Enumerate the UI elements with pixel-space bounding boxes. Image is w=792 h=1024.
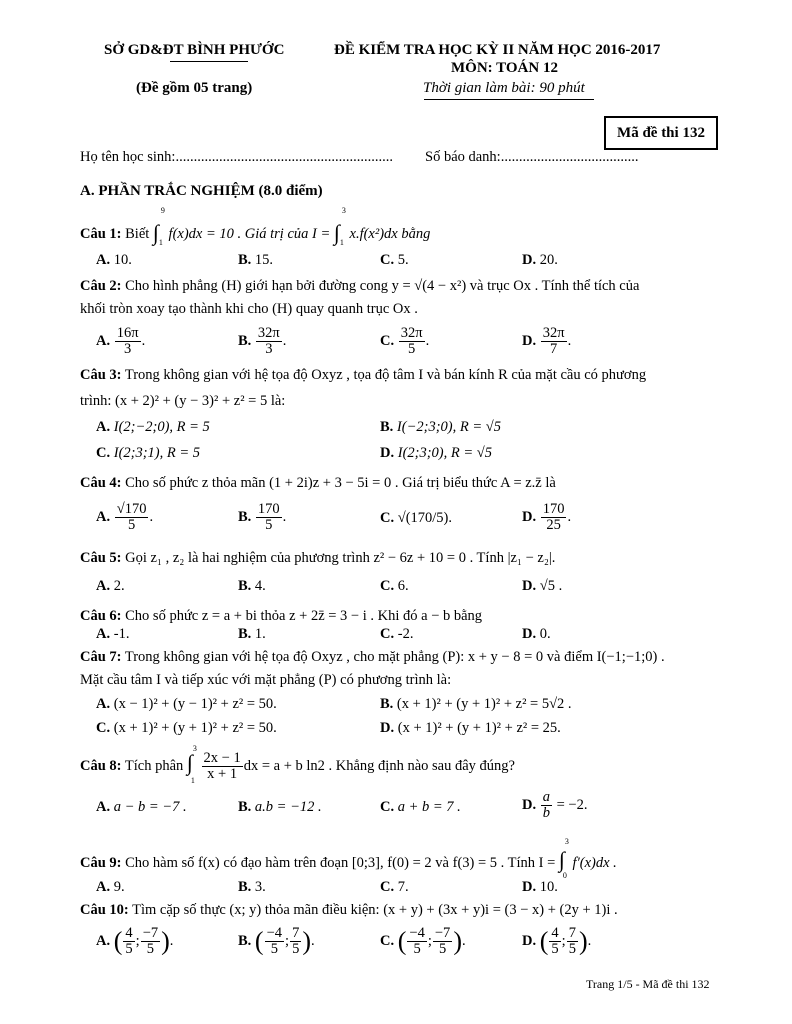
question-2-line-1: Câu 2: Cho hình phẳng (H) giới hạn bởi đường cong y = √(4 − x²) và trục Ox . Tính thể tích của — [80, 278, 640, 294]
q8-option-c: C. a + b = 7 . — [380, 799, 461, 815]
q5-option-b: B. 4. — [238, 578, 266, 594]
question-9: Câu 9: Cho hàm số f(x) có đạo hàm trên đoạn [0;3], f(0) = 2 và f(3) = 5 . Tính I = ∫ 3 0 f′(x)dx . — [80, 837, 617, 880]
question-8: Câu 8: Tích phân ∫ 3 1 $\frac{2x - 1}{x + 1}$ dx = a + b ln2 . Khẳng định nào sau đây đúng? — [80, 744, 515, 785]
q4-option-a: A. $\frac{√170}{5}$ . — [96, 501, 154, 534]
q9-option-d: D. 10. — [522, 879, 558, 895]
q3-option-a: A. I(2;−2;0), R = 5 — [96, 419, 210, 435]
q1-option-a: A. 10. — [96, 252, 132, 268]
student-id-field: Số báo danh:...................................... — [425, 149, 639, 165]
question-label: Câu 1: — [80, 226, 122, 242]
q6-option-c: C. -2. — [380, 626, 414, 642]
page-footer: Trang 1/5 - Mã đề thi 132 — [586, 977, 710, 991]
question-4: Câu 4: Cho số phức z thỏa mãn (1 + 2i)z + 3 − 5i = 0 . Giá trị biểu thức A = z.z̄ là — [80, 475, 556, 491]
q2-option-c: C. $\frac{32\pi}{5}$ . — [380, 325, 430, 358]
q9-option-b: B. 3. — [238, 879, 266, 895]
q7-option-c: C. (x + 1)² + (y + 1)² + z² = 50. — [96, 720, 277, 736]
question-2-line-2: khối tròn xoay tạo thành khi cho (H) quay quanh trục Ox . — [80, 301, 418, 317]
department-name: SỞ GD&ĐT BÌNH PHƯỚC — [104, 42, 285, 58]
q2-option-d: D. $\frac{32\pi}{7}$ . — [522, 325, 572, 358]
question-7-line-1: Câu 7: Trong không gian với hệ tọa độ Oxyz , cho mặt phẳng (P): x + y − 8 = 0 và điểm I(−1;−1;0) . — [80, 649, 665, 665]
q4-option-c: C. √(170/5). — [380, 510, 453, 526]
section-title: A. PHẦN TRẮC NGHIỆM (8.0 điểm) — [80, 183, 323, 199]
q3-option-c: C. I(2;3;1), R = 5 — [96, 445, 201, 461]
q9-option-c: C. 7. — [380, 879, 409, 895]
q10-option-b: B. ( $\frac{-4}{5}$ ; $\frac{7}{5}$ ). — [238, 925, 315, 958]
question-3-line-1: Câu 3: Trong không gian với hệ tọa độ Oxyz , tọa độ tâm I và bán kính R của mặt cầu có phương — [80, 367, 647, 383]
q6-option-d: D. 0. — [522, 626, 551, 642]
q7-option-b: B. (x + 1)² + (y + 1)² + z² = 5√2 . — [380, 696, 572, 712]
q4-option-b: B. $\frac{170}{5}$ . — [238, 501, 287, 534]
q5-option-d: D. √5 . — [522, 578, 563, 594]
q6-option-b: B. 1. — [238, 626, 266, 642]
q9-option-a: A. 9. — [96, 879, 125, 895]
q3-option-b: B. I(−2;3;0), R = √5 — [380, 419, 501, 435]
q8-option-a: A. a − b = −7 . — [96, 799, 187, 815]
q6-option-a: A. -1. — [96, 626, 130, 642]
exam-title: ĐỀ KIỂM TRA HỌC KỲ II NĂM HỌC 2016-2017 — [334, 42, 661, 58]
question-1: Câu 1: Biết ∫ 9 1 f(x)dx = 10 . Giá trị của I = ∫ 3 1 x.f(x²)dx bằng — [80, 206, 431, 247]
q5-option-a: A. 2. — [96, 578, 125, 594]
subject-title: MÔN: TOÁN 12 — [451, 60, 558, 76]
q10-option-c: C. ( $\frac{-4}{5}$ ; $\frac{-7}{5}$ ). — [380, 925, 466, 958]
student-name-field: Họ tên học sinh:............................................................ — [80, 149, 393, 165]
question-7-line-2: Mặt cầu tâm I và tiếp xúc với mặt phẳng (P) có phương trình là: — [80, 672, 452, 688]
time-limit: Thời gian làm bài: 90 phút — [423, 80, 585, 96]
page-count-note: (Đề gồm 05 trang) — [136, 80, 253, 96]
q3-option-d: D. I(2;3;0), R = √5 — [380, 445, 492, 461]
q1-option-d: D. 20. — [522, 252, 558, 268]
question-5: Câu 5: Gọi z₁ , z₂ là hai nghiệm của phương trình z² − 6z + 10 = 0 . Tính |z₁ − z₂|. — [80, 550, 556, 566]
time-underline — [424, 99, 594, 100]
question-6: Câu 6: Cho số phức z = a + bi thỏa z + 2z̄ = 3 − i . Khi đó a − b bằng — [80, 608, 483, 624]
question-10: Câu 10: Tìm cặp số thực (x; y) thỏa mãn điều kiện: (x + y) + (3x + y)i = (3 − x) + (2y + 1)i . — [80, 902, 618, 918]
q8-option-b: B. a.b = −12 . — [238, 799, 322, 815]
department-underline — [170, 61, 248, 62]
q10-option-d: D. ( $\frac{4}{5}$ ; $\frac{7}{5}$ ). — [522, 925, 592, 958]
question-3-line-2: trình: (x + 2)² + (y − 3)² + z² = 5 là: — [80, 393, 286, 409]
q2-option-a: A. $\frac{16\pi}{3}$ . — [96, 325, 146, 358]
q1-option-c: C. 5. — [380, 252, 409, 268]
q5-option-c: C. 6. — [380, 578, 409, 594]
q2-option-b: B. $\frac{32\pi}{3}$ . — [238, 325, 287, 358]
q10-option-a: A. ( $\frac{4}{5}$ ; $\frac{-7}{5}$ ). — [96, 925, 174, 958]
q7-option-a: A. (x − 1)² + (y − 1)² + z² = 50. — [96, 696, 277, 712]
q8-option-d: D. $\frac{a}{b}$ = −2. — [522, 789, 588, 822]
q4-option-d: D. $\frac{170}{25}$ . — [522, 501, 572, 534]
exam-code-box: Mã đề thi 132 — [604, 116, 718, 150]
q7-option-d: D. (x + 1)² + (y + 1)² + z² = 25. — [380, 720, 561, 736]
q1-option-b: B. 15. — [238, 252, 274, 268]
